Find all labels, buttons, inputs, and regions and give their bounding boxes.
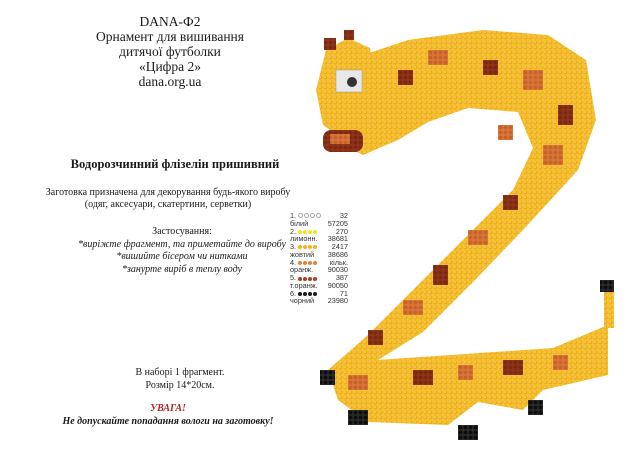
giraffe-horn xyxy=(344,30,354,40)
legend-count: 71 xyxy=(339,288,348,298)
legend-name: лимонн. xyxy=(290,234,318,244)
legend-code: 23980 xyxy=(327,296,348,306)
legend-code: 57205 xyxy=(327,218,348,228)
usage-step-3: *занурте виріб в теплу воду xyxy=(122,263,242,275)
kit-size: Розмір 14*20см. xyxy=(145,380,215,391)
description-block xyxy=(18,187,318,211)
website-link[interactable]: dana.org.ua xyxy=(138,74,202,89)
warning-text: Не допускайте попадання вологи на заготовку! xyxy=(62,416,274,427)
header-line-4: «Цифра 2» xyxy=(138,59,202,74)
legend-number: 4. xyxy=(290,257,297,267)
legend-number: 2. xyxy=(290,226,297,236)
legend-code: 90050 xyxy=(327,280,348,290)
legend-count: 270 xyxy=(335,226,348,236)
giraffe-nose xyxy=(330,134,350,144)
warning-block xyxy=(18,402,318,428)
kit-fragments: В наборі 1 фрагмент. xyxy=(135,367,225,378)
giraffe-tail-tip xyxy=(600,280,614,292)
legend-number: 1. xyxy=(290,211,297,220)
legend-code: 38681 xyxy=(327,234,348,244)
giraffe-horn xyxy=(324,38,336,50)
legend-number: 6. xyxy=(290,288,297,298)
giraffe-number-two-pattern xyxy=(308,30,630,445)
legend-name: білий xyxy=(290,218,309,228)
product-title: Водорозчинний флізелін пришивний xyxy=(70,157,280,171)
legend-count: 32 xyxy=(339,211,348,220)
legend-code: 90030 xyxy=(327,265,348,275)
usage-title: Застосування: xyxy=(152,226,212,237)
description-line-1: Заготовка призначена для декорування будь-якого виробу xyxy=(45,187,291,198)
legend-name: т.оранж. xyxy=(290,280,318,290)
legend-name: жовтий xyxy=(290,249,315,259)
legend-name: чорний xyxy=(290,296,315,306)
usage-block xyxy=(62,226,302,276)
legend-number: 5. xyxy=(290,273,297,283)
legend-count: 2417 xyxy=(331,242,348,252)
header-line-2: Орнамент для вишивання xyxy=(95,29,244,44)
giraffe-tail xyxy=(604,288,614,328)
usage-step-1: *виріжте фрагмент, та приметайте до виробу xyxy=(78,238,286,250)
header-line-3: дитячої футболки xyxy=(119,44,221,59)
warning-title: УВАГА! xyxy=(150,403,186,414)
legend-code: 38686 xyxy=(327,249,348,259)
kit-info xyxy=(60,366,300,392)
legend-count: 387 xyxy=(335,273,348,283)
legend-count: кільк. xyxy=(329,257,348,267)
usage-step-2: *вишийте бісером чи нитками xyxy=(116,251,248,262)
legend-name: оранж. xyxy=(290,265,314,275)
legend-number: 3. xyxy=(290,242,297,252)
description-line-2: (одяг, аксесуари, скатертини, серветки) xyxy=(84,199,252,210)
header-block xyxy=(40,14,300,89)
product-code: DANA-Ф2 xyxy=(139,14,201,29)
giraffe-pupil xyxy=(347,77,357,87)
